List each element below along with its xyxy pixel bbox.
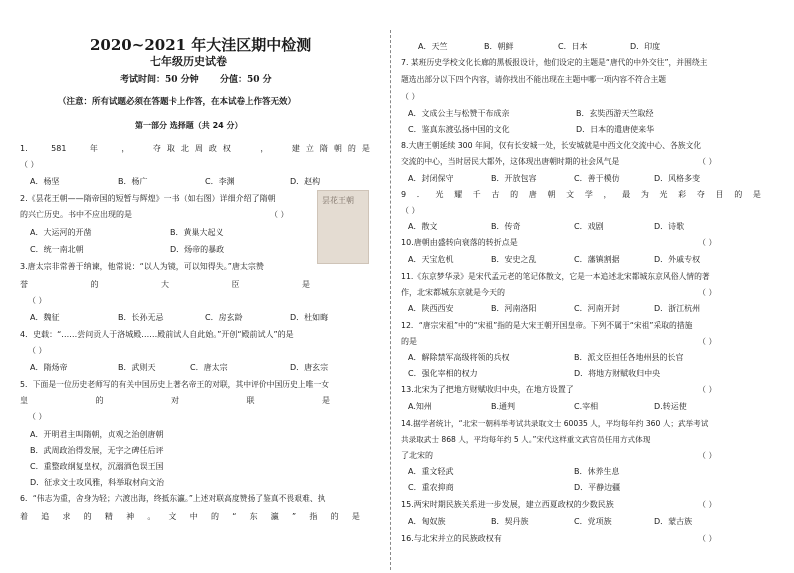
option-d: D.转运使 xyxy=(654,402,687,411)
option-d: D．印度 xyxy=(630,42,661,51)
option-b: B．传奇 xyxy=(491,222,521,231)
option-b: B．武周政治得发展，无字之碑任后评 xyxy=(30,446,164,455)
option-a: A．匈奴族 xyxy=(408,517,446,526)
option-d: D．赵构 xyxy=(290,177,321,186)
option-c: C．鉴真东渡弘扬中国的文化 xyxy=(408,125,510,134)
option-a: A．解除禁军高级将领的兵权 xyxy=(408,353,510,362)
option-d: D．风格多变 xyxy=(654,174,701,183)
option-b: B．安史之乱 xyxy=(491,255,537,264)
option-a: A．天宝危机 xyxy=(408,255,454,264)
option-b: B．休养生息 xyxy=(574,467,620,476)
question-7-line2: 题选出部分以下四个内容，请你找出不能出现在主题中哪一项内容不符合主题 xyxy=(401,75,667,84)
option-b: B．玄奘西游天竺取经 xyxy=(576,109,654,118)
column-divider xyxy=(390,30,391,570)
question-6: 6．“伟志为重，舍身为轻；六渡出海，终抵东瀛。”上述对联高度赞扬了鉴真不畏艰难、执 xyxy=(20,494,326,503)
option-c: C.宰相 xyxy=(574,402,599,411)
option-c: C．日本 xyxy=(558,42,588,51)
option-a: A．魏征 xyxy=(30,313,60,322)
option-c: C．重农抑商 xyxy=(408,483,454,492)
answer-paren: （ ） xyxy=(401,206,420,215)
option-d: D．唐玄宗 xyxy=(290,363,329,372)
option-a: A．天竺 xyxy=(418,42,448,51)
option-d: D．外戚专权 xyxy=(654,255,701,264)
exam-score: 分值：50 分 xyxy=(220,75,272,85)
question-12: 12．“唐宗宋祖”中的“宋祖”指的是大宋王朝开国皇帝。下列不属于“宋祖”采取的措施 xyxy=(401,321,693,330)
option-a: A．文成公主与松赞干布成亲 xyxy=(408,109,510,118)
exam-time: 考试时间：50 分钟 xyxy=(120,75,199,85)
answer-paren: （ ） xyxy=(28,296,47,305)
answer-paren: （ ） xyxy=(698,534,717,543)
option-d: D．诗歌 xyxy=(654,222,685,231)
option-c: C．党项族 xyxy=(574,517,612,526)
question-4: 4．史载：“……尝问贡人于洛城殿……殿前试人自此始。”开创“殿前试人”的是 xyxy=(20,330,294,339)
option-d: D．炀帝的暴政 xyxy=(170,245,225,254)
answer-paren: （ ） xyxy=(270,210,289,219)
answer-paren: （ ） xyxy=(28,346,47,355)
question-14: 14.据学者统计，“北宋一朝科举考试共录取文士 60035 人，平均每年约 360 人；武举考试 xyxy=(401,419,709,428)
option-a: A.知州 xyxy=(408,402,432,411)
answer-paren: （ ） xyxy=(698,337,717,346)
option-d: D．征求文士攻风雅，科举取材向文治 xyxy=(30,478,165,487)
question-15: 15.两宋时期民族关系进一步发展，建立西夏政权的少数民族 xyxy=(401,500,614,509)
answer-paren: （ ） xyxy=(698,157,717,166)
option-a: A．封闭保守 xyxy=(408,174,454,183)
answer-paren: （ ） xyxy=(401,92,420,101)
question-5: 5．下面是一位历史老师写的有关中国历史上著名帝王的对联，其中评价中国历史上唯一女 xyxy=(20,380,330,389)
question-12-line2: 的是 xyxy=(401,337,417,346)
book-cover-title: 昙花王朝 xyxy=(322,196,354,205)
question-10: 10.唐朝由盛转向衰落的转折点是 xyxy=(401,238,518,247)
option-c: C．唐太宗 xyxy=(190,363,228,372)
option-d: D．平静边疆 xyxy=(574,483,621,492)
option-a: A．散文 xyxy=(408,222,438,231)
option-c: C．善于模仿 xyxy=(574,174,620,183)
option-c: C．戏剧 xyxy=(574,222,604,231)
option-c: C．重整政纲复皇权，沉溺酒色误王国 xyxy=(30,462,164,471)
question-8: 8.大唐王朝延续 300 年间，仅有长安城一处，长安城就是中西文化交流中心、各族文化 xyxy=(401,141,702,150)
option-d: D．杜如晦 xyxy=(290,313,329,322)
question-3: 3.唐太宗非常善于纳谏，他常说：“以人为镜，可以知得失。”唐太宗赞 xyxy=(20,262,264,271)
option-a: A．大运河的开凿 xyxy=(30,228,92,237)
option-c: C．房玄龄 xyxy=(205,313,243,322)
answer-paren: （ ） xyxy=(698,238,717,247)
question-5-line2: 皇 的 对 联 是 xyxy=(20,396,330,405)
question-13: 13.北宋为了把地方财赋收归中央，在地方设置了 xyxy=(401,385,574,394)
option-b: B．派文臣担任各地州县的长官 xyxy=(574,353,684,362)
answer-paren: （ ） xyxy=(698,288,717,297)
option-a: A．隋炀帝 xyxy=(30,363,68,372)
option-c: C．统一南北朝 xyxy=(30,245,84,254)
answer-paren: （ ） xyxy=(698,385,717,394)
question-8-line2: 交流的中心，当时居民大都外，这体现出唐朝时期的社会风气是 xyxy=(401,157,620,166)
option-a: A．重文轻武 xyxy=(408,467,454,476)
option-a: A．开明君主叫隋朝，贞观之治创唐朝 xyxy=(30,430,164,439)
option-d: D．日本的遣唐使来华 xyxy=(576,125,655,134)
option-b: B.通判 xyxy=(491,402,516,411)
option-c: C．强化宰相的权力 xyxy=(408,369,478,378)
option-a: A．陕西西安 xyxy=(408,304,454,313)
question-14-line3: 了北宋的 xyxy=(401,451,433,460)
question-6-line2: 着 追 求 的 精 神 。 文 中 的 “ 东 瀛 ” 指 的 是 xyxy=(20,512,360,521)
exam-subtitle: 七年级历史试卷 xyxy=(150,55,227,68)
option-d: D．将地方财赋收归中央 xyxy=(574,369,661,378)
answer-paren: （ ） xyxy=(28,412,47,421)
option-c: C．河南开封 xyxy=(574,304,620,313)
option-d: D．浙江杭州 xyxy=(654,304,701,313)
question-16: 16.与北宋并立的民族政权有 xyxy=(401,534,502,543)
question-2-line2: 的兴亡历史。书中不应出现的是 xyxy=(20,210,132,219)
option-b: B．开放包容 xyxy=(491,174,537,183)
question-1: 1. 581 年 ， 夺取北周政权 ， 建立隋朝的是 xyxy=(20,144,376,153)
exam-notice: （注意：所有试题必须在答题卡上作答，在本试卷上作答无效） xyxy=(58,97,297,107)
option-b: B．朝鲜 xyxy=(484,42,514,51)
option-c: C．藩镇割据 xyxy=(574,255,620,264)
answer-paren: （ ） xyxy=(698,500,717,509)
option-a: A．杨坚 xyxy=(30,177,60,186)
question-11-line2: 作，北宋都城东京就是今天的 xyxy=(401,288,505,297)
option-b: B．杨广 xyxy=(118,177,148,186)
book-cover-image xyxy=(317,190,369,264)
question-11: 11.《东京梦华录》是宋代孟元老的笔记体散文，它是一本追述北宋都城东京风俗人情的著 xyxy=(401,272,710,281)
option-b: B．契丹族 xyxy=(491,517,529,526)
option-b: B．武则天 xyxy=(118,363,156,372)
question-9: 9 ． 光 耀 千 古 的 唐 朝 文 学 ， 最 为 光 彩 夺 目 的 是 xyxy=(401,190,761,199)
option-b: B．河南洛阳 xyxy=(491,304,537,313)
answer-paren: （ ） xyxy=(20,160,39,169)
question-7: 7. 某班历史学校文化长廊的黑板报设计，他们设定的主题是“唐代的中外交往”，并围绕主 xyxy=(401,58,708,67)
option-b: B．长孙无忌 xyxy=(118,313,164,322)
question-14-line2: 共录取武士 868 人，平均每年约 5 人。”宋代这样重文武官员任用方式体现 xyxy=(401,435,651,444)
question-3-line2: 誉 的 大 臣 是 xyxy=(20,280,310,289)
section-heading: 第一部分 选择题（共 24 分） xyxy=(135,121,243,130)
option-d: D．蒙古族 xyxy=(654,517,693,526)
answer-paren: （ ） xyxy=(698,451,717,460)
option-c: C．李渊 xyxy=(205,177,235,186)
exam-title: 2020~2021 年大洼区期中检测 xyxy=(90,36,312,54)
option-b: B．黄巢大起义 xyxy=(170,228,224,237)
question-2: 2.《昙花王朝——隋帝国的短暂与辉煌》一书（如右图）详细介绍了隋朝 xyxy=(20,194,276,203)
